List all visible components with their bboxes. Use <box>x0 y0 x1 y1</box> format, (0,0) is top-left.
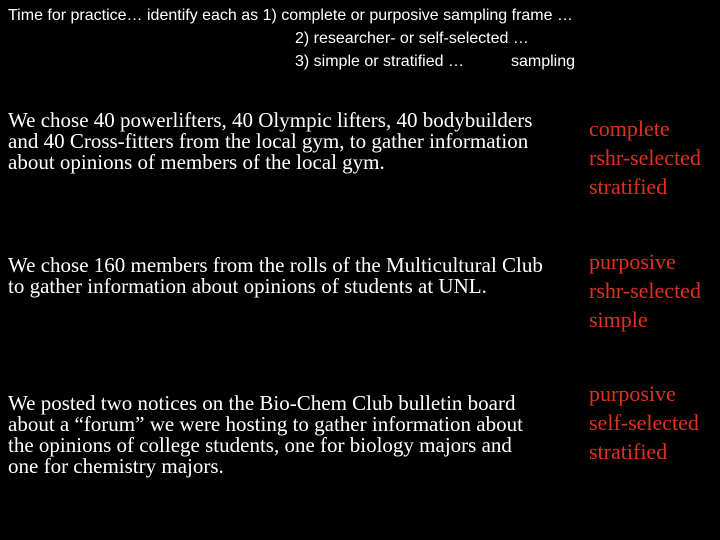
answer-2-frame: purposive <box>589 249 676 274</box>
answer-1-frame: complete <box>589 116 670 141</box>
instruction-line-2: 2) researcher- or self-selected … <box>295 30 529 47</box>
answer-3-design: stratified <box>589 439 668 464</box>
scenario-1-text: We chose 40 powerlifters, 40 Olympic lifters, 40 bodybuilders and 40 Cross-fitters from the local gym, to gather information about opinions of members of the local gym. <box>8 108 533 174</box>
instruction-line-3-sampling: sampling <box>511 53 576 70</box>
practice-instructions <box>0 0 720 80</box>
answer-3-frame: purposive <box>589 381 676 406</box>
scenario-2-answer <box>589 247 701 334</box>
answer-1-selection: rshr-selected <box>589 145 701 170</box>
answer-1-design: stratified <box>589 174 668 199</box>
instruction-line-3: 3) simple or stratified … <box>295 53 464 70</box>
answer-3-selection: self-selected <box>589 410 699 435</box>
scenario-2-text: We chose 160 members from the rolls of the Multicultural Club to gather information about opinions of students at UNL. <box>8 253 543 298</box>
answer-2-design: simple <box>589 307 648 332</box>
scenario-3-answer <box>589 379 699 466</box>
instruction-line-1: Time for practice… identify each as 1) complete or purposive sampling frame … <box>8 7 573 24</box>
scenario-1-answer <box>589 114 701 201</box>
scenario-3-text: We posted two notices on the Bio-Chem Club bulletin board about a “forum” we were hosting to gather information about the opinions of college students, one for biology majors and one for chemistry majors. <box>8 391 523 478</box>
answer-2-selection: rshr-selected <box>589 278 701 303</box>
